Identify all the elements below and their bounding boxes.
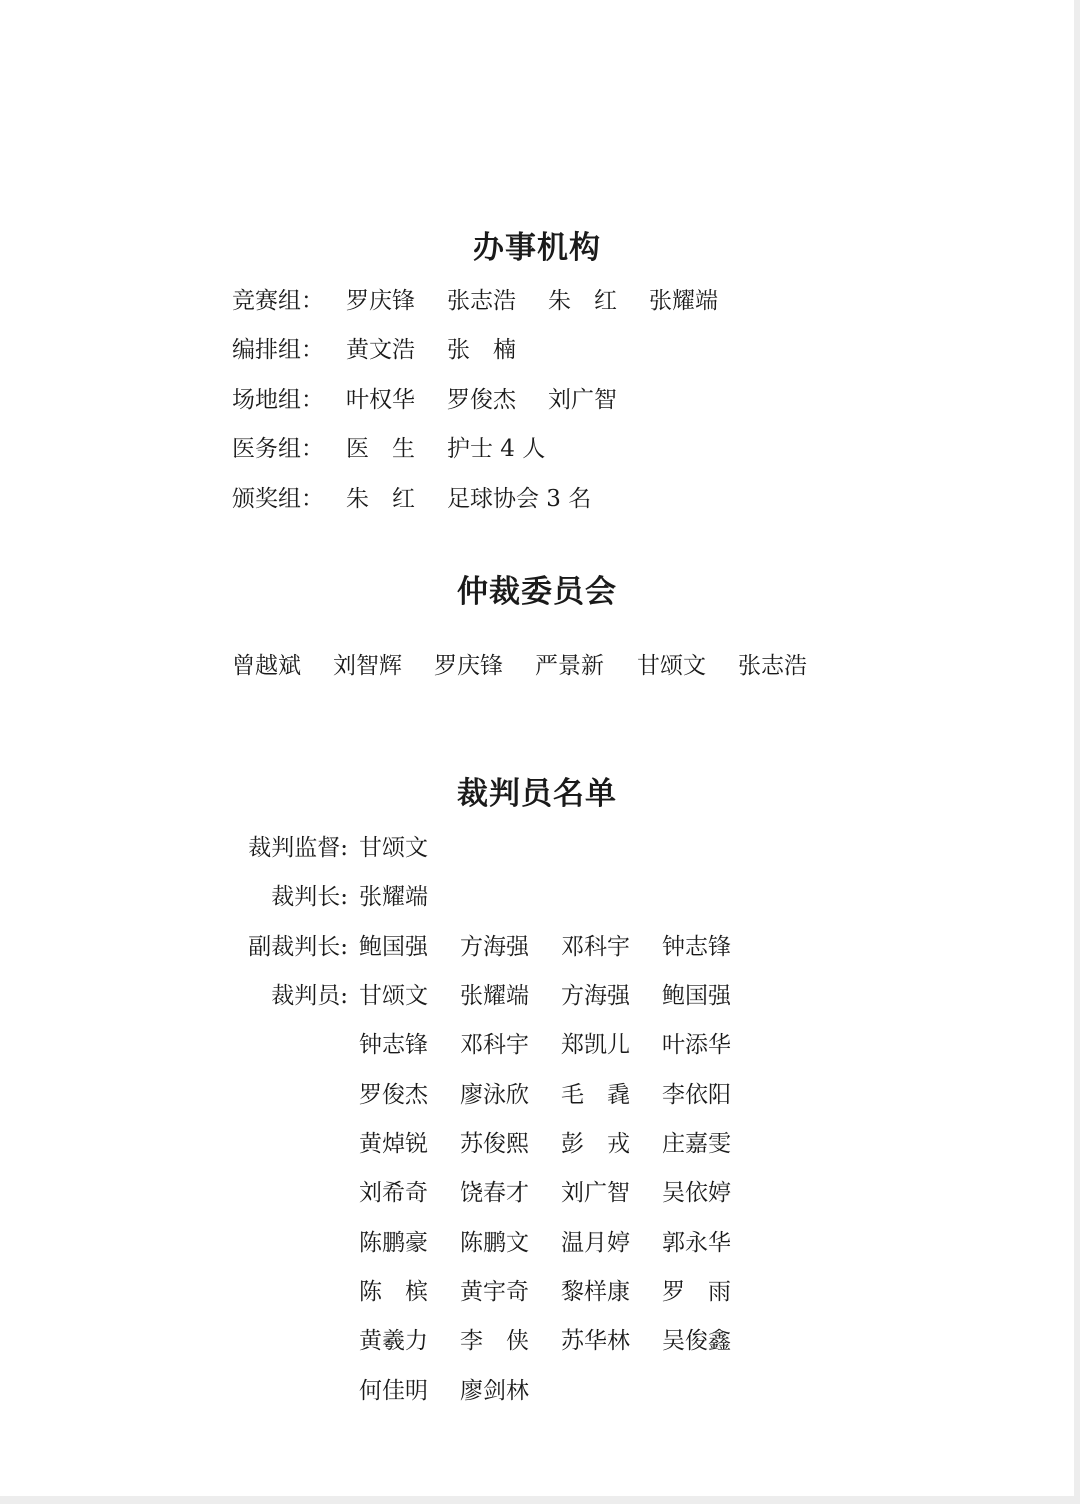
referee-name: 陈 槟 bbox=[359, 1279, 428, 1305]
office-member: 张耀端 bbox=[649, 288, 718, 314]
office-member: 张 楠 bbox=[447, 337, 516, 363]
referee-name: 何佳明 bbox=[359, 1378, 428, 1404]
referee-chief-label: 裁判长: bbox=[271, 884, 348, 910]
referee-name: 钟志锋 bbox=[359, 1032, 428, 1058]
referee-name: 甘颂文 bbox=[359, 983, 428, 1009]
referee-name: 苏俊熙 bbox=[460, 1131, 529, 1157]
referee-chief-name: 张耀端 bbox=[359, 884, 428, 910]
referee-name: 苏华林 bbox=[561, 1328, 630, 1354]
office-row-label: 编排组： bbox=[232, 337, 324, 363]
referees-heading: 裁判员名单 bbox=[457, 776, 617, 812]
referee-name: 陈鹏豪 bbox=[359, 1230, 428, 1256]
referee-name: 罗俊杰 bbox=[359, 1082, 428, 1108]
office-member: 罗俊杰 bbox=[447, 387, 516, 413]
office-row-label: 竞赛组： bbox=[232, 288, 324, 314]
referee-name: 陈鹏文 bbox=[460, 1230, 529, 1256]
referee-name: 彭 戎 bbox=[561, 1131, 630, 1157]
referee-name: 叶添华 bbox=[662, 1032, 731, 1058]
arbitration-member: 甘颂文 bbox=[637, 653, 706, 679]
arbitration-member: 刘智辉 bbox=[333, 653, 402, 679]
arbitration-heading: 仲裁委员会 bbox=[457, 574, 617, 610]
referee-name: 刘希奇 bbox=[359, 1180, 428, 1206]
referee-name: 庄嘉雯 bbox=[662, 1131, 731, 1157]
arbitration-member: 罗庆锋 bbox=[434, 653, 503, 679]
arbitration-member: 严景新 bbox=[535, 653, 604, 679]
referee-name: 黄羲力 bbox=[359, 1328, 428, 1354]
office-row-label: 颁奖组： bbox=[232, 486, 324, 512]
referee-name: 刘广智 bbox=[561, 1180, 630, 1206]
referee-name: 黄宇奇 bbox=[460, 1279, 529, 1305]
referee-name: 饶春才 bbox=[460, 1180, 529, 1206]
referee-deputy-name: 方海强 bbox=[460, 934, 529, 960]
referee-name: 黄焯锐 bbox=[359, 1131, 428, 1157]
referee-supervisor-name: 甘颂文 bbox=[359, 835, 428, 861]
referee-name: 罗 雨 bbox=[662, 1279, 731, 1305]
referee-deputy-name: 鲍国强 bbox=[359, 934, 428, 960]
referee-name: 方海强 bbox=[561, 983, 630, 1009]
arbitration-member: 曾越斌 bbox=[232, 653, 301, 679]
arbitration-member: 张志浩 bbox=[738, 653, 807, 679]
referee-name: 郭永华 bbox=[662, 1230, 731, 1256]
referee-name: 吴俊鑫 bbox=[662, 1328, 731, 1354]
referee-deputy-label: 副裁判长: bbox=[248, 934, 348, 960]
office-member: 黄文浩 bbox=[346, 337, 415, 363]
office-member: 朱 红 bbox=[548, 288, 617, 314]
office-heading: 办事机构 bbox=[473, 230, 601, 266]
referee-supervisor-label: 裁判监督: bbox=[248, 835, 348, 861]
office-row-label: 医务组： bbox=[232, 436, 324, 462]
office-member: 叶权华 bbox=[346, 387, 415, 413]
referee-name: 毛 毳 bbox=[561, 1082, 630, 1108]
referee-name: 李依阳 bbox=[662, 1082, 731, 1108]
office-member: 足球协会 3 名 bbox=[447, 486, 592, 512]
office-row-label: 场地组： bbox=[232, 387, 324, 413]
referee-name: 郑凯儿 bbox=[561, 1032, 630, 1058]
office-member: 刘广智 bbox=[548, 387, 617, 413]
referee-deputy-name: 邓科宇 bbox=[561, 934, 630, 960]
referee-name: 邓科宇 bbox=[460, 1032, 529, 1058]
office-member: 罗庆锋 bbox=[346, 288, 415, 314]
office-member: 护士 4 人 bbox=[447, 436, 546, 462]
referee-list-label: 裁判员: bbox=[271, 983, 348, 1009]
referee-deputy-name: 钟志锋 bbox=[662, 934, 731, 960]
referee-name: 温月婷 bbox=[561, 1230, 630, 1256]
referee-name: 张耀端 bbox=[460, 983, 529, 1009]
office-member: 朱 红 bbox=[346, 486, 415, 512]
referee-name: 廖剑林 bbox=[460, 1378, 529, 1404]
referee-name: 廖泳欣 bbox=[460, 1082, 529, 1108]
referee-name: 鲍国强 bbox=[662, 983, 731, 1009]
referee-name: 吴依婷 bbox=[662, 1180, 731, 1206]
referee-name: 黎样康 bbox=[561, 1279, 630, 1305]
office-member: 张志浩 bbox=[447, 288, 516, 314]
referee-name: 李 侠 bbox=[460, 1328, 529, 1354]
office-member: 医 生 bbox=[346, 436, 415, 462]
